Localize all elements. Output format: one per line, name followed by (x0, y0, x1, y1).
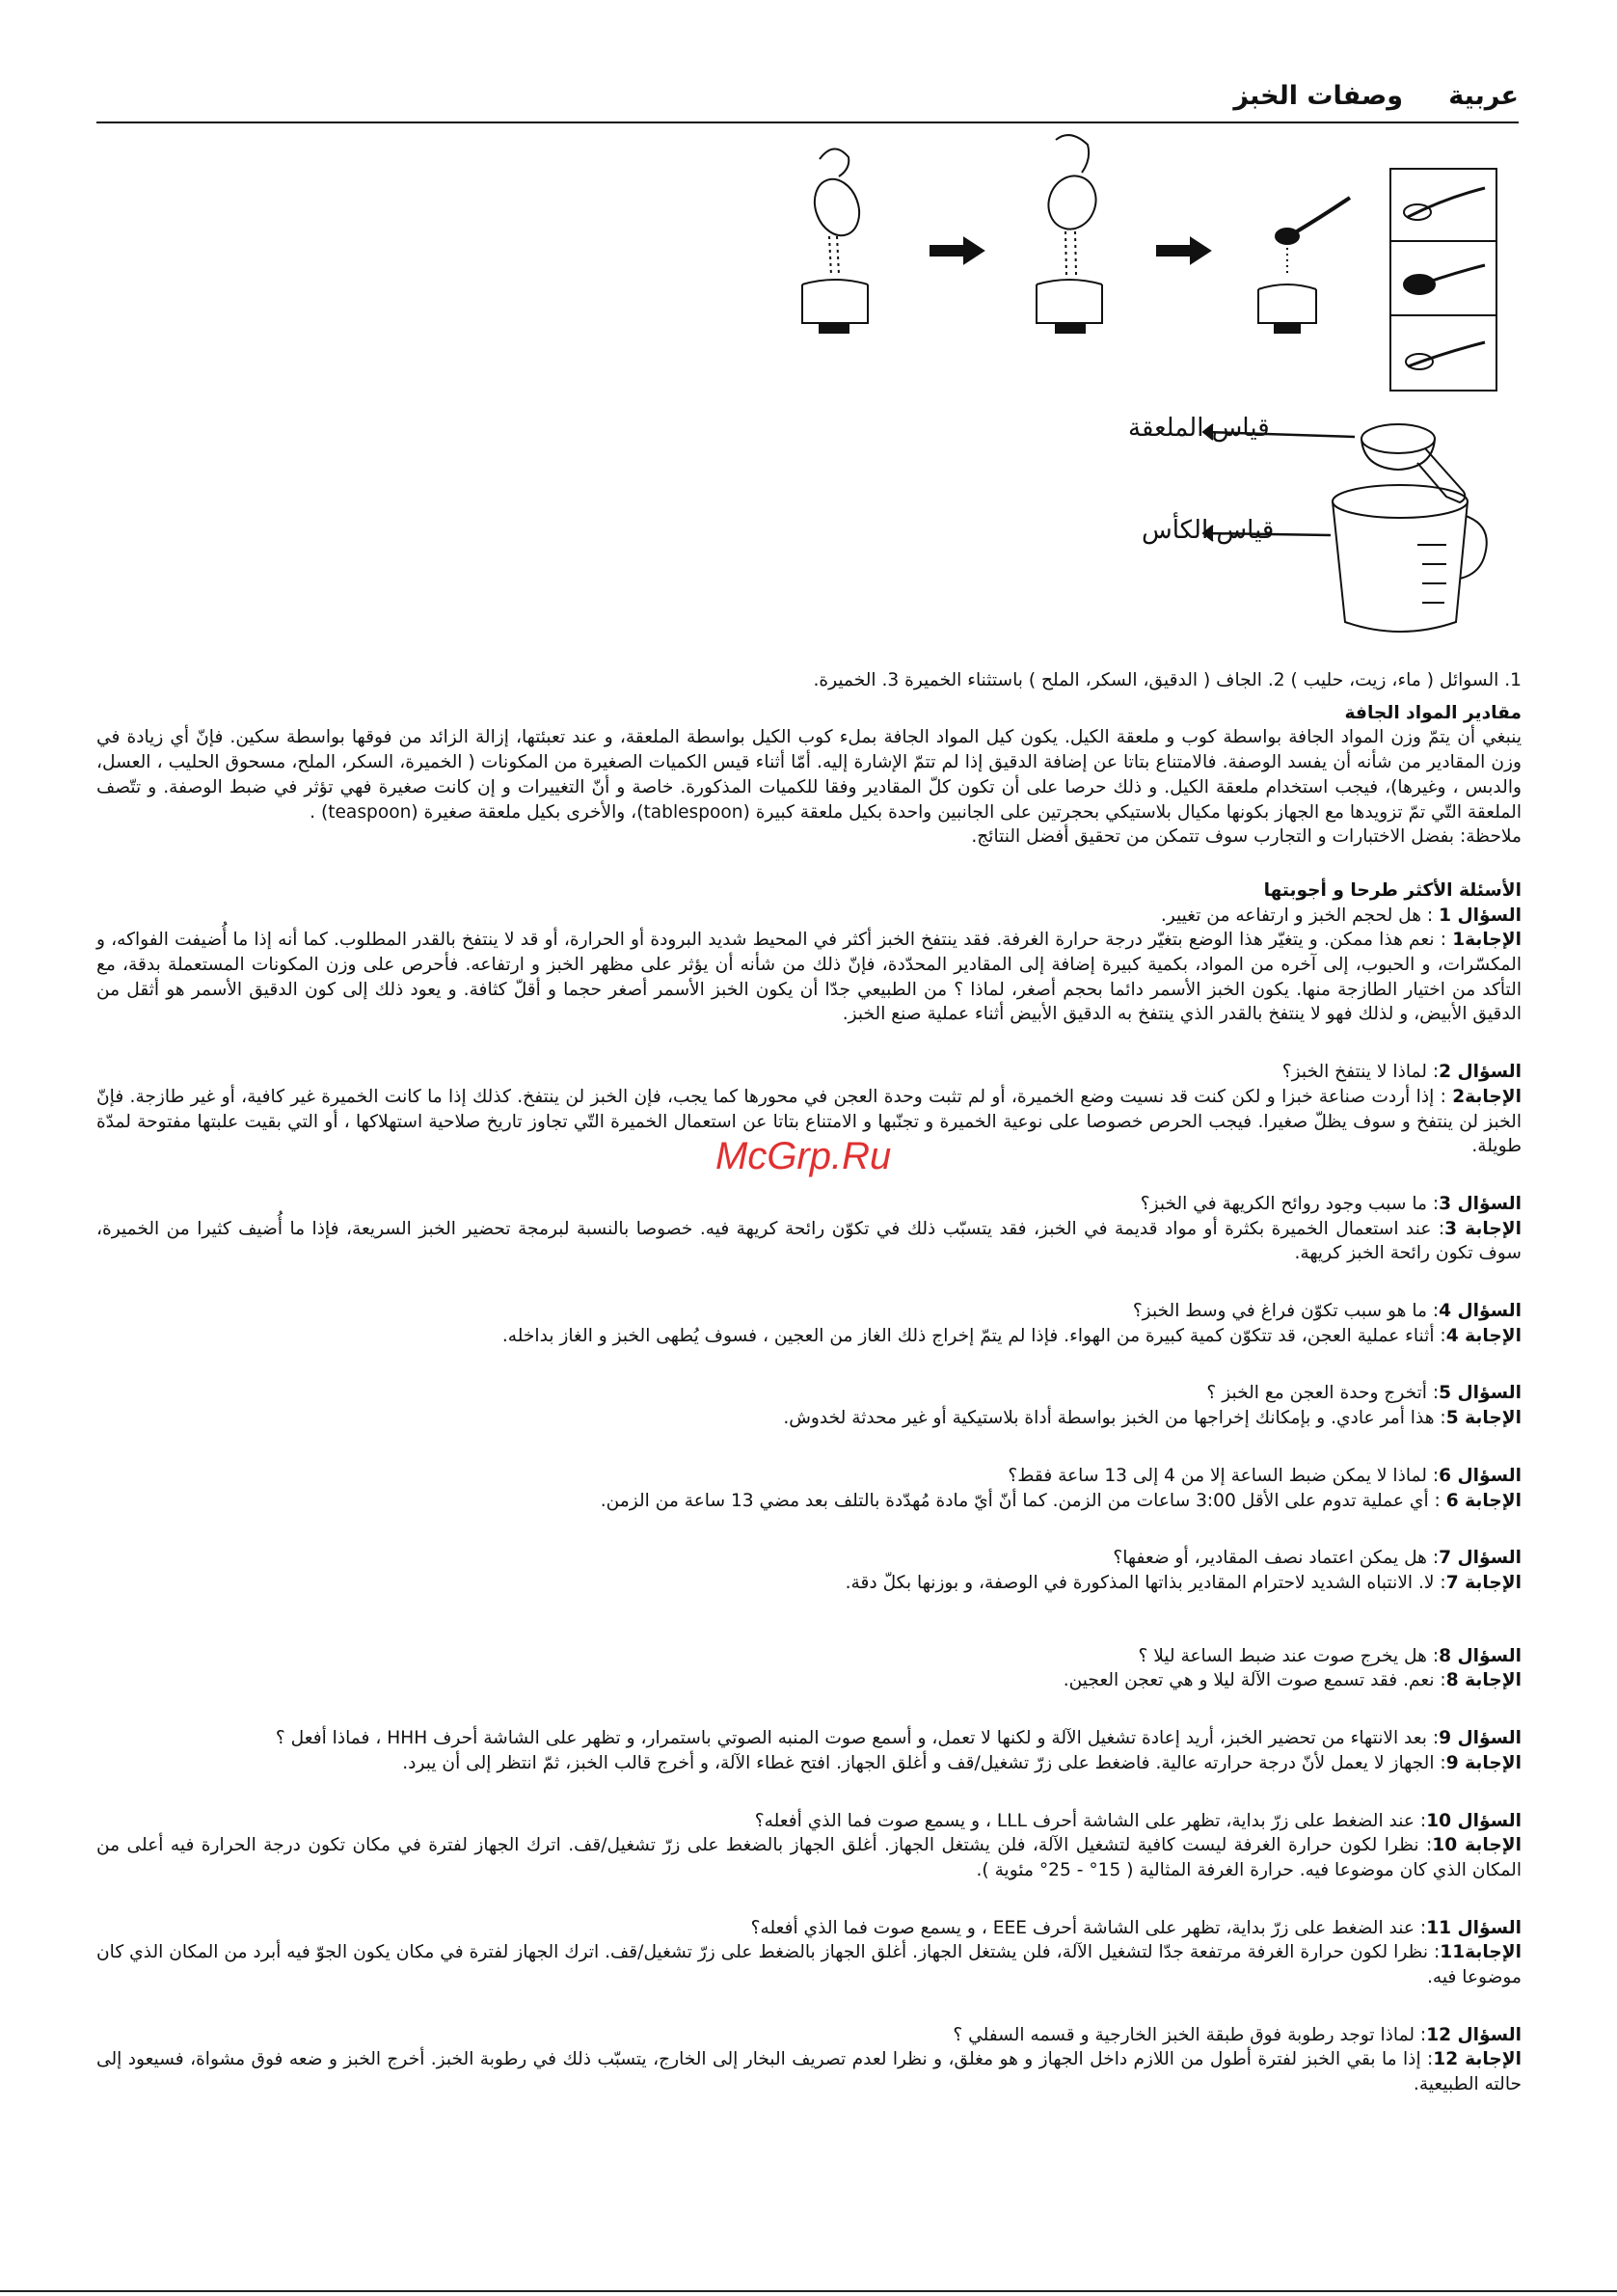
question-label: السؤال 3 (1439, 1193, 1522, 1214)
question-label: السؤال 7 (1439, 1548, 1522, 1569)
question-text: : هل يمكن اعتماد نصف المقادير، أو ضعفها؟ (1113, 1548, 1440, 1569)
answer-text: : عند استعمال الخميرة بكثرة أو مواد قديمة في الخبز، فقد يتسبّب ذلك في تكوّن رائحة كريهة فيه. خصوصا بالنسبة لبرمجة تحضير الخبز السريعة، فإذا ما أُضيف كثيرا من الخميرة، سوف تكون رائحة الخبز كريهة. (96, 1218, 1522, 1264)
question-text: : بعد الانتهاء من تحضير الخبز، أريد إعادة تشغيل الآلة و لكنها لا تعمل، و أسمع صوت المنبه الصوتي باستمرار، و تظهر على الشاشة أحرف HHH ، فماذا أفعل ؟ (275, 1728, 1440, 1749)
faq-answer (96, 1833, 1522, 1882)
question-text: : ما سبب وجود روائح الكريهة في الخبز؟ (1140, 1193, 1440, 1214)
answer-text: : الجهاز لا يعمل لأنّ درجة حرارته عالية. فاضغط على زرّ تشغيل/قف و أغلق الجهاز. افتح غطاء الآلة، و أخرج قالب الخبز، ثمّ انتظر إلى أن يبرد. (402, 1752, 1446, 1773)
question-label: السؤال 11 (1426, 1917, 1522, 1938)
measuring-figure (781, 130, 1499, 641)
faq-item (96, 1299, 1522, 1348)
faq-item (96, 1464, 1522, 1513)
faq-answer (96, 2047, 1522, 2096)
faq-answer (96, 1489, 1522, 1514)
answer-label: الإجابة 9 (1445, 1752, 1522, 1773)
dry-ingredients-text: ينبغي أن يتمّ وزن المواد الجافة بواسطة كوب و ملعقة الكيل. يكون كيل المواد الجافة بملء كوب الكيل بواسطة الملعقة، و عند تعبئتها، إزالة الزائد من فوقها بواسطة سكين. فإنّ أي زيادة في وزن المقادير من شأنه أن يفسد الوصفة. فالامتناع بتاتا عن إضافة الدقيق إذا لم تتمّ الإشارة إليه. أمّا أثناء قيس الكميات الصغيرة من المكونات ( الخميرة، السكر، الملح، مسحوق الحليب ، العسل، والدبس ، وغيرها)، فيجب استخدام ملعقة الكيل. و ذلك حرصا على أن تكون كلّ المقادير وفقا للكميات المذكورة. خاصة و أنّ التغييرات و إن كانت صغيرة فهي تؤثر في ضبط الوصفة. و تتّصف الملعقة التّي تمّ تزويدها مع الجهاز بكونها مكيال بلاستيكي بحجرتين على الجانبين واحدة بكيل ملعقة كبيرة (tablespoon)، والأخرى بكيل ملعقة صغيرة (teaspoon) . (96, 727, 1522, 823)
faq-answer (96, 1217, 1522, 1266)
spoon-caption: قياس الملعقة (1128, 414, 1270, 443)
question-text: : هل لحجم الخبز و ارتفاعه من تغيير. (1160, 905, 1440, 926)
spoon-steps-panel (1390, 169, 1496, 391)
faq-title: الأسئلة الأكثر طرحا و أجوبتها (1263, 879, 1522, 901)
answer-label: الإجابة 12 (1433, 2049, 1522, 2070)
answer-text: : نظرا لكون حرارة الغرفة ليست كافية لتشغيل الآلة، فلن يشتغل الجهاز. أغلق الجهاز بالضغط على زرّ تشغيل/قف. اترك الجهاز لفترة في مكان تكون درجة الحرارة فيه أعلى من المكان الذي كان موضوعا فيه. حرارة الغرفة المثالية ( 15° - 25° مئوية ). (96, 1835, 1522, 1880)
page-bottom-rule (0, 2290, 1617, 2292)
cup-caption: قياس الكأس (1142, 516, 1275, 545)
watermark: McGrp.Ru (715, 1135, 892, 1177)
answer-text: : نظرا لكون حرارة الغرفة مرتفعة جدّا لتشغيل الآلة، فلن يشتغل الجهاز. أغلق الجهاز بالضغط على زرّ تشغيل/قف. اترك الجهاز لفترة في مكان يكون الجوّ فيه أبرد من المكان الذي كان موضوعا فيه. (96, 1942, 1522, 1988)
answer-text: : لا. الانتباه الشديد لاحترام المقادير بذاتها المذكورة في الوصفة، و بوزنها بكلّ دقة. (845, 1572, 1446, 1593)
faq-item (96, 1546, 1522, 1595)
answer-text: : نعم هذا ممكن. و يتغيّر هذا الوضع بتغيّر درجة حرارة الغرفة. فقد ينتفخ الخبز أكثر في المحيط شديد البرودة أو الحرارة، أو قد لا ينتفخ بالقدر المطلوب. كما أنه إذا ما أُضيفت الفواكه، و المكسّرات، و الحبوب، إلى آخره من المواد، بكمية كبيرة إضافة إلى المقادير المحدّدة، فإنّ ذلك من شأنه أن يؤثر على مظهر الخبز و ارتفاعه. فأحرص على وزن المكونات المستعملة بدقة، مع التأكد من اختيار الطازجة منها. يكون الخبز الأسمر دائما بحجم أصغر، لماذا ؟ من الطبيعي جدّا أن يكون الخبز الأسمر أصغر حجما و أقلّ كثافة. و يعود ذلك إلى كون الدقيق الأسمر هو أثقل من الدقيق الأبيض، و لذلك فهو لا ينتفخ بالقدر الذي ينتفخ به الدقيق الأبيض أثناء عملية صنع الخبز. (96, 930, 1522, 1025)
page-title: وصفات الخبز (1233, 81, 1403, 111)
language-label: عربية (1448, 81, 1519, 111)
faq-question (96, 1060, 1522, 1085)
ingredient-order: 1. السوائل ( ماء، زيت، حليب ) 2. الجاف ( الدقيق، السكر، الملح ) باستثناء الخميرة 3. الخميرة. (813, 670, 1522, 690)
question-label: السؤال 4 (1439, 1301, 1522, 1322)
faq-question (96, 1809, 1522, 1834)
question-text: : لماذا توجد رطوبة فوق طبقة الخبز الخارجية و قسمه السفلي ؟ (953, 2024, 1427, 2045)
faq-answer (96, 1668, 1522, 1693)
faq-question (96, 2023, 1522, 2048)
faq-answer (96, 1940, 1522, 1989)
faq-item (96, 1916, 1522, 1990)
answer-label: الإجابة 6 (1445, 1490, 1522, 1511)
pan-add-yeast-illustration (1258, 198, 1350, 333)
answer-text: : إذا أردت صناعة خبزا و لكن كنت قد نسيت وضع الخميرة، أو لم تثبت وحدة العجن في محورها كما يجب، فإن الخبز لن ينتفخ. كذلك إذا ما كانت الخميرة غير كافية، أو غير طازجة. فإنّ الخبز لن ينتفخ و سوف يظلّ صغيرا. فيجب الحرص خصوصا على نوعية الخميرة و تجنّبها و الامتناع بتاتا عن استعمال الخميرة التّي تجاوز تاريخ صلاحية استهلاكها ، أو التي بقيت علبتها مفتوحة لمدّة طويلة. (96, 1086, 1522, 1157)
answer-label: الإجابة2 (1452, 1086, 1522, 1107)
faq-item (96, 1644, 1522, 1693)
arrow-icon (1157, 238, 1210, 263)
question-label: السؤال 9 (1439, 1728, 1522, 1749)
answer-label: الإجابة 5 (1445, 1408, 1522, 1429)
faq-item (96, 1809, 1522, 1883)
measuring-illustration (781, 130, 1499, 641)
answer-label: الإجابة 10 (1432, 1835, 1522, 1856)
answer-label: الإجابة 7 (1445, 1572, 1522, 1593)
faq-question (96, 1381, 1522, 1406)
faq-answer (96, 1751, 1522, 1776)
answer-text: : أي عملية تدوم على الأقل 3:00 ساعات من الزمن. كما أنّ أيّ مادة مُهدّدة بالتلف بعد مضي 13 ساعة من الزمن. (600, 1490, 1446, 1511)
faq-answer (96, 1406, 1522, 1431)
question-label: السؤال 5 (1439, 1383, 1522, 1404)
question-label: السؤال 8 (1439, 1645, 1522, 1666)
question-label: السؤال 6 (1439, 1465, 1522, 1486)
pan-pour-liquid-illustration (802, 149, 868, 333)
faq-item (96, 1726, 1522, 1775)
question-text: : لماذا لا ينتفخ الخبز؟ (1281, 1062, 1440, 1083)
question-label: السؤال 1 (1439, 905, 1522, 926)
faq-answer (96, 1571, 1522, 1596)
answer-text: : إذا ما بقي الخبز لفترة أطول من اللازم داخل الجهاز و هو مغلق، و نظرا لعدم تصريف البخار إلى الخارج، يتسبّب ذلك في رطوبة الخبز. أخرج الخبز و ضعه فوق مشواة، فسيعود إلى حالته الطبيعية. (96, 2049, 1522, 2095)
arrow-icon (930, 238, 984, 263)
measuring-cup-illustration (1203, 485, 1487, 632)
answer-label: الإجابة 3 (1444, 1218, 1522, 1239)
question-text: : أتخرج وحدة العجن مع الخبز ؟ (1206, 1383, 1440, 1404)
answer-label: الإجابة 4 (1445, 1325, 1522, 1346)
question-text: : لماذا لا يمكن ضبط الساعة إلا من 4 إلى 13 ساعة فقط؟ (1008, 1465, 1440, 1486)
faq-question (96, 1726, 1522, 1751)
question-label: السؤال 10 (1426, 1810, 1522, 1831)
faq-question (96, 1299, 1522, 1324)
question-label: السؤال 2 (1439, 1062, 1522, 1083)
answer-label: الإجابة1 (1452, 930, 1522, 951)
faq-question (96, 1644, 1522, 1669)
answer-text: : نعم. فقد تسمع صوت الآلة ليلا و هي تعجن العجين. (1063, 1670, 1446, 1691)
faq-item (96, 904, 1522, 1028)
faq-item (96, 1381, 1522, 1430)
note-text: ملاحظة: بفضل الاختبارات و التجارب سوف تتمكن من تحقيق أفضل النتائج. (971, 826, 1522, 848)
answer-text: : أثناء عملية العجن، قد تتكوّن كمية كبيرة من الهواء. فإذا لم يتمّ إخراج ذلك الغاز من العجين ، فسوف يُطهى الخبز و الغاز بداخله. (501, 1325, 1446, 1346)
answer-text: : هذا أمر عادي. و بإمكانك إخراجها من الخبز بواسطة أداة بلاستيكية أو غير محدثة لخدوش. (783, 1408, 1446, 1429)
question-text: : هل يخرج صوت عند ضبط الساعة ليلا ؟ (1138, 1645, 1440, 1666)
faq-question (96, 1464, 1522, 1489)
question-text: : عند الضغط على زرّ بداية، تظهر على الشاشة أحرف EEE ، و يسمع صوت فما الذي أفعله؟ (750, 1917, 1427, 1938)
faq-question (96, 1546, 1522, 1571)
faq-list (96, 904, 1522, 2097)
faq-item (96, 2023, 1522, 2097)
question-label: السؤال 12 (1426, 2024, 1522, 2045)
question-text: : ما هو سبب تكوّن فراغ في وسط الخبز؟ (1132, 1301, 1440, 1322)
faq-answer (96, 1324, 1522, 1349)
page-header (96, 75, 1519, 123)
faq-answer (96, 928, 1522, 1027)
faq-question (96, 1916, 1522, 1941)
question-text: : عند الضغط على زرّ بداية، تظهر على الشاشة أحرف LLL ، و يسمع صوت فما الذي أفعله؟ (754, 1810, 1427, 1831)
faq-item (96, 1192, 1522, 1266)
faq-question (96, 1192, 1522, 1217)
faq-question (96, 904, 1522, 929)
answer-label: الإجابة 8 (1445, 1670, 1522, 1691)
answer-label: الإجابة11 (1440, 1942, 1522, 1963)
dry-ingredients-title: مقادير المواد الجافة (1344, 702, 1522, 723)
main-content (96, 668, 1522, 2097)
pan-pour-dry-illustration (1037, 135, 1103, 333)
